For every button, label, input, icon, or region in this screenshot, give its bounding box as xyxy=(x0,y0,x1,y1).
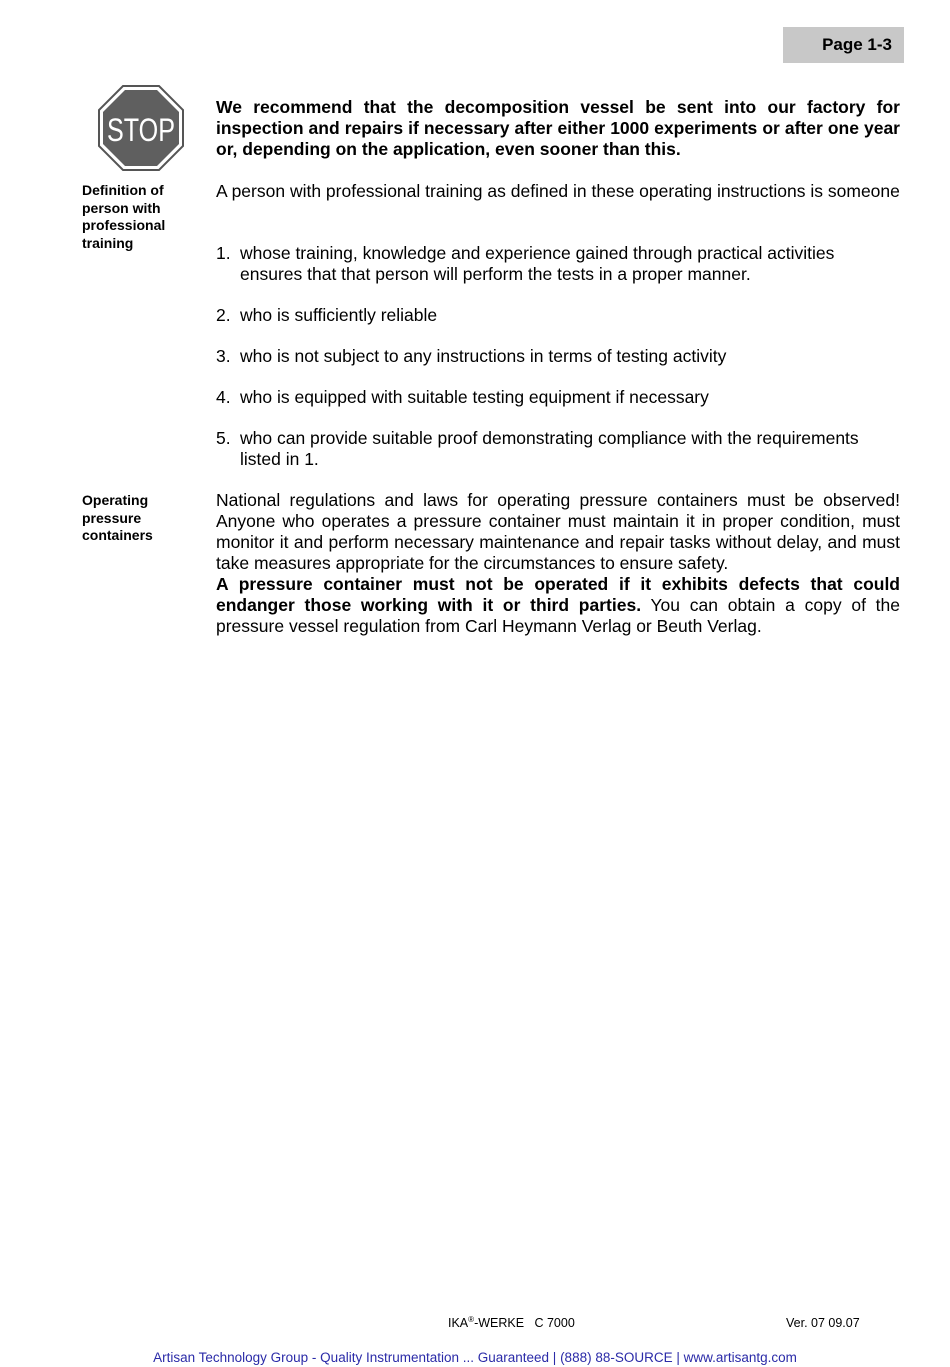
list-item-text: who is equipped with suitable testing equipment if necessary xyxy=(240,387,709,407)
footer-brand xyxy=(448,1316,575,1331)
list-item xyxy=(216,305,900,326)
list-item-number: 3. xyxy=(216,346,231,366)
list-item xyxy=(216,428,900,470)
registered-mark: ® xyxy=(468,1314,475,1324)
list-item xyxy=(216,346,900,367)
list-item-text: whose training, knowledge and experience gained through practical activities ensures that that person will perform the tests in a proper manner. xyxy=(240,243,835,284)
professional-intro: A person with professional training as defined in these operating instructions is someone xyxy=(216,181,900,201)
list-item-text: who is sufficiently reliable xyxy=(240,305,438,325)
stop-sign-text: STOP xyxy=(107,112,175,148)
page-number-badge: Page 1-3 xyxy=(783,27,904,63)
artisan-banner-link[interactable]: Artisan Technology Group - Quality Instrumentation ... Guaranteed | (888) 88-SOURCE | www.artisantg.com xyxy=(153,1350,797,1365)
pressure-defect-warning: A pressure container must not be operated if it exhibits defects that could endanger those working with it or third parties. xyxy=(216,574,900,615)
footer-version: Ver. 07 09.07 xyxy=(786,1316,860,1330)
list-item xyxy=(216,243,900,285)
pressure-container-text xyxy=(216,490,900,637)
side-label-professional-training: Definition of person with professional training xyxy=(82,182,166,251)
list-item-number: 1. xyxy=(216,243,231,263)
list-item-number: 5. xyxy=(216,428,231,448)
list-item-number: 2. xyxy=(216,305,231,325)
list-item-text: who is not subject to any instructions in terms of testing activity xyxy=(240,346,727,366)
footer-brand-model: -WERKE C 7000 xyxy=(474,1316,575,1330)
pressure-vessel-regulation-source: You can obtain a copy of the pressure vessel regulation from Carl Heymann Verlag or Beuth Verlag. xyxy=(216,595,901,636)
side-label-pressure-containers: Operating pressure containers xyxy=(82,492,153,543)
footer-brand-prefix: IKA xyxy=(448,1316,469,1330)
list-item-number: 4. xyxy=(216,387,231,407)
list-item xyxy=(216,387,900,408)
pressure-regulations-paragraph: National regulations and laws for operating pressure containers must be observed! Anyone who operates a pressure container must maintain it in proper condition, must monitor it and perform necessary maintenance and repair tasks without delay, and must take measures appropriate for the circumstances to ensure safety. xyxy=(216,490,900,573)
list-item-text: who can provide suitable proof demonstrating compliance with the requirements listed in 1. xyxy=(240,428,859,469)
factory-inspection-warning: We recommend that the decomposition vessel be sent into our factory for inspection and repairs if necessary after either 1000 experiments or after one year or, depending on the application, even sooner than this. xyxy=(216,97,900,159)
stop-sign-icon xyxy=(98,85,184,171)
